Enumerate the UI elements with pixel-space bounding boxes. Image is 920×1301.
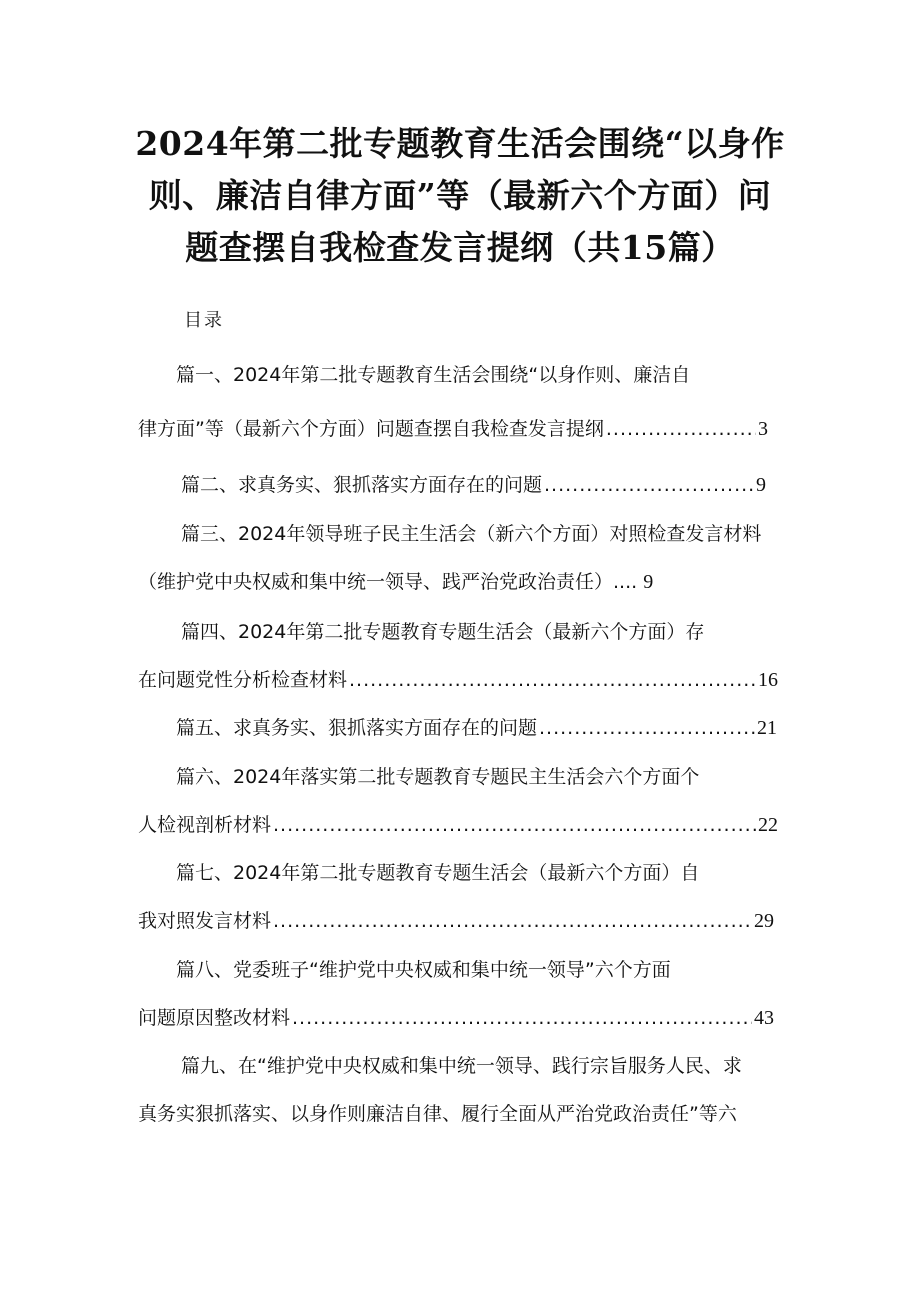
title-line-3: 题查摆自我检查发言提纲（共15篇） xyxy=(185,228,735,267)
dot-leader xyxy=(273,810,756,840)
toc-entry-4-line-1[interactable]: 篇四、2024年第二批专题教育专题生活会（最新六个方面）存 xyxy=(181,621,705,643)
toc-entry-6-text: 人检视剖析材料 xyxy=(138,814,272,836)
toc-heading: 目录 xyxy=(184,310,224,331)
toc-entry-7-page: 29 xyxy=(754,910,774,932)
toc-entry-8-line-1[interactable]: 篇八、党委班子“维护党中央权威和集中统一领导”六个方面 xyxy=(176,959,671,981)
title-line-2: 则、廉洁自律方面”等（最新六个方面）问 xyxy=(148,176,772,215)
dot-leader-short: .... xyxy=(613,571,638,593)
toc-entry-3-line-1[interactable]: 篇三、2024年领导班子民主生活会（新六个方面）对照检查发言材料 xyxy=(181,523,762,545)
dot-leader xyxy=(292,1003,752,1033)
toc-entry-1-page: 3 xyxy=(758,418,768,440)
toc-entry-9-line-2[interactable]: 真务实狠抓落实、以身作则廉洁自律、履行全面从严治党政治责任”等六 xyxy=(138,1103,737,1125)
toc-entry-5-text: 篇五、求真务实、狠抓落实方面存在的问题 xyxy=(176,717,538,739)
toc-entry-3-line-2[interactable] xyxy=(138,567,653,597)
toc-entry-3-page: 9 xyxy=(643,571,654,593)
toc-entry-5-page: 21 xyxy=(757,717,777,739)
dot-leader xyxy=(349,665,756,695)
toc-entry-3-text: （维护党中央权威和集中统一领导、践严治党政治责任） xyxy=(138,571,614,593)
toc-entry-5[interactable] xyxy=(176,713,777,743)
toc-entry-2[interactable] xyxy=(181,470,766,500)
toc-entry-2-page: 9 xyxy=(756,474,766,496)
dot-leader xyxy=(273,906,752,936)
toc-entry-1-line-1[interactable]: 篇一、2024年第二批专题教育生活会围绕“以身作则、廉洁自 xyxy=(176,364,691,386)
dot-leader xyxy=(539,713,755,743)
toc-entry-7-line-2[interactable] xyxy=(138,906,774,936)
toc-entry-4-line-2[interactable] xyxy=(138,665,778,695)
toc-entry-7-line-1[interactable]: 篇七、2024年第二批专题教育专题生活会（最新六个方面）自 xyxy=(176,862,700,884)
toc-entry-4-text: 在问题党性分析检查材料 xyxy=(138,669,348,691)
toc-entry-6-line-1[interactable]: 篇六、2024年落实第二批专题教育专题民主生活会六个方面个 xyxy=(176,766,700,788)
toc-entry-4-page: 16 xyxy=(758,669,778,691)
title-line-1: 2024年第二批专题教育生活会围绕“以身作 xyxy=(135,124,785,163)
toc-entry-6-page: 22 xyxy=(758,814,778,836)
toc-entry-8-page: 43 xyxy=(754,1007,774,1029)
toc-entry-1-line-2[interactable] xyxy=(138,414,768,444)
toc-entry-6-line-2[interactable] xyxy=(138,810,778,840)
dot-leader xyxy=(606,414,756,444)
document-title xyxy=(110,118,810,274)
toc-entry-2-text: 篇二、求真务实、狠抓落实方面存在的问题 xyxy=(181,474,543,496)
toc-entry-1-text: 律方面”等（最新六个方面）问题查摆自我检查发言提纲 xyxy=(138,418,604,440)
toc-entry-9-line-1[interactable]: 篇九、在“维护党中央权威和集中统一领导、践行宗旨服务人民、求 xyxy=(181,1055,742,1077)
toc-entry-8-text: 问题原因整改材料 xyxy=(138,1007,291,1029)
toc-entry-8-line-2[interactable] xyxy=(138,1003,774,1033)
toc-entry-7-text: 我对照发言材料 xyxy=(138,910,272,932)
dot-leader xyxy=(544,470,754,500)
